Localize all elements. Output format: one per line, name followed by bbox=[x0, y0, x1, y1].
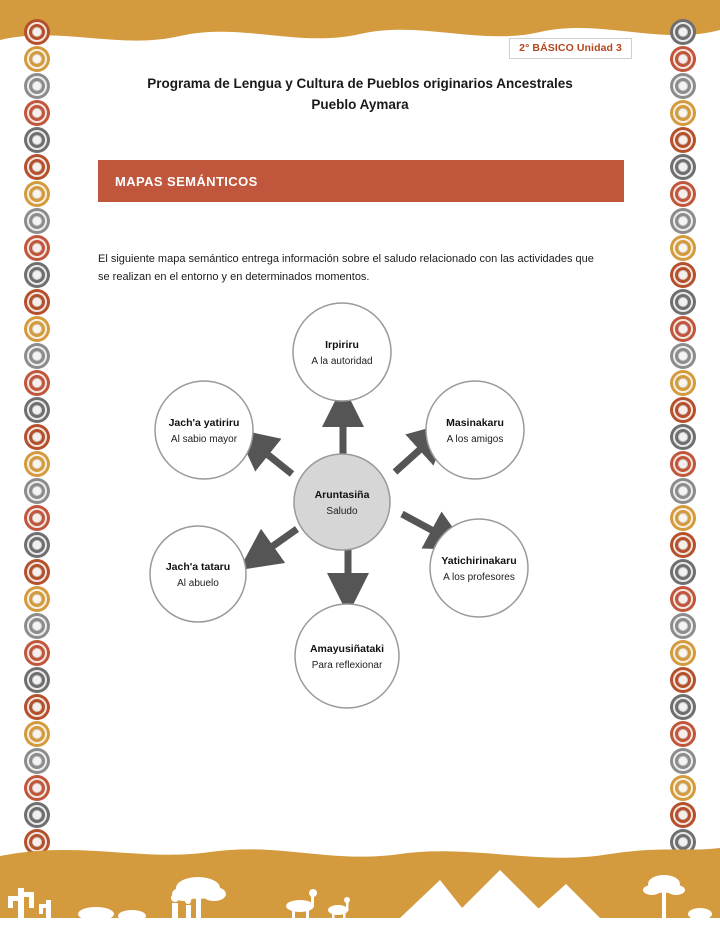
map-node bbox=[295, 604, 399, 708]
map-node-title: Jach'a tataru bbox=[165, 561, 231, 573]
page-title-line1: Programa de Lengua y Cultura de Pueblos originarios Ancestrales bbox=[147, 76, 573, 91]
bottom-decorative-band bbox=[0, 822, 720, 932]
map-node-subtitle: Para reflexionar bbox=[311, 660, 383, 671]
unit-badge: 2° BÁSICO Unidad 3 bbox=[509, 38, 632, 59]
map-node bbox=[430, 519, 528, 617]
map-node-subtitle: A los amigos bbox=[446, 434, 504, 445]
section-banner bbox=[98, 160, 624, 202]
map-node-subtitle: A la autoridad bbox=[311, 356, 373, 367]
map-node-title: Yatichirinakaru bbox=[441, 555, 517, 567]
left-decorative-strip bbox=[20, 18, 54, 898]
map-node-subtitle: Al sabio mayor bbox=[170, 434, 238, 445]
right-decorative-strip bbox=[666, 18, 700, 898]
map-node bbox=[150, 526, 246, 622]
map-node bbox=[426, 381, 524, 479]
map-node bbox=[155, 381, 253, 479]
map-node-title: Irpiriru bbox=[325, 339, 359, 351]
map-center-subtitle: Saludo bbox=[326, 506, 358, 517]
map-node bbox=[293, 303, 391, 401]
map-node-title: Masinakaru bbox=[446, 417, 504, 429]
page-title bbox=[96, 74, 624, 116]
map-node-subtitle: A los profesores bbox=[443, 572, 515, 583]
map-node-title: Jach'a yatiriru bbox=[168, 417, 240, 429]
map-node-subtitle: Al abuelo bbox=[177, 578, 219, 589]
section-banner-label: MAPAS SEMÁNTICOS bbox=[115, 173, 258, 189]
page-title-line2: Pueblo Aymara bbox=[311, 96, 409, 112]
intro-paragraph: El siguiente mapa semántico entrega información sobre el saludo relacionado con las actividades que se realizan en el entorno y en determinados momentos. bbox=[98, 253, 594, 283]
map-node-title: Amayusiñataki bbox=[309, 643, 385, 655]
map-center-title: Aruntasiña bbox=[314, 489, 370, 501]
semantic-map-diagram bbox=[110, 296, 610, 726]
map-center-node bbox=[294, 454, 390, 550]
